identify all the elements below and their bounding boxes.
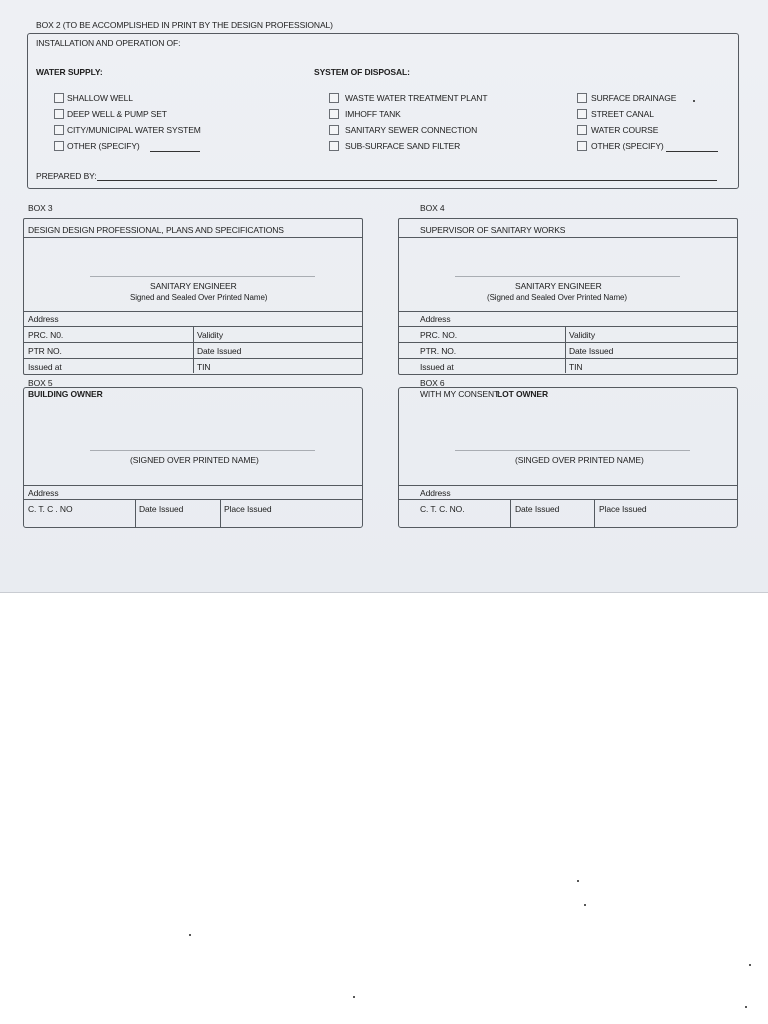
- deep-well-label: DEEP WELL & PUMP SET: [67, 109, 167, 119]
- box4-title: SUPERVISOR OF SANITARY WORKS: [420, 225, 566, 235]
- box6-col-divider-1: [510, 499, 511, 527]
- imhoff-label: IMHOFF TANK: [345, 109, 401, 119]
- box5-place-issued[interactable]: Place Issued: [224, 504, 272, 514]
- prepared-by-line[interactable]: [97, 180, 717, 181]
- water-course-checkbox[interactable]: [577, 125, 587, 135]
- ink-speck: [745, 1006, 747, 1008]
- box4-divider-1: [398, 311, 737, 312]
- ink-speck: [693, 100, 695, 102]
- box6-signature-line[interactable]: [455, 450, 690, 451]
- box3-issued-at[interactable]: Issued at: [28, 362, 62, 372]
- box3-note: Signed and Sealed Over Printed Name): [130, 293, 268, 302]
- sand-filter-label: SUB-SURFACE SAND FILTER: [345, 141, 461, 151]
- disposal-other-checkbox[interactable]: [577, 141, 587, 151]
- box3-validity[interactable]: Validity: [197, 330, 223, 340]
- ink-speck: [577, 880, 579, 882]
- box4-date-issued[interactable]: Date Issued: [569, 346, 614, 356]
- box6-title: LOT OWNER: [497, 389, 549, 399]
- city-water-checkbox[interactable]: [54, 125, 64, 135]
- sewer-label: SANITARY SEWER CONNECTION: [345, 125, 478, 135]
- wwtp-label: WASTE WATER TREATMENT PLANT: [345, 93, 488, 103]
- box6-ctc[interactable]: C. T. C. NO.: [420, 504, 465, 514]
- box2-subheader: INSTALLATION AND OPERATION OF:: [36, 38, 181, 48]
- box4-prc[interactable]: PRC. NO.: [420, 330, 457, 340]
- water-course-label: WATER COURSE: [591, 125, 659, 135]
- imhoff-checkbox[interactable]: [329, 109, 339, 119]
- box6-label: BOX 6: [420, 378, 445, 388]
- box5-signature-line[interactable]: [90, 450, 315, 451]
- box3-signature-line[interactable]: [90, 276, 315, 277]
- disposal-other-label: OTHER (SPECIFY): [591, 141, 664, 151]
- water-other-checkbox[interactable]: [54, 141, 64, 151]
- box6-sig: (SINGED OVER PRINTED NAME): [515, 455, 644, 465]
- ink-speck: [584, 904, 586, 906]
- box4-address[interactable]: Address: [420, 314, 451, 324]
- sewer-checkbox[interactable]: [329, 125, 339, 135]
- box3-divider-1: [23, 311, 362, 312]
- ink-speck: [189, 934, 191, 936]
- box3-label: BOX 3: [28, 203, 53, 213]
- box3-date-issued[interactable]: Date Issued: [197, 346, 242, 356]
- box3-ptr[interactable]: PTR NO.: [28, 346, 62, 356]
- box3-address[interactable]: Address: [28, 314, 59, 324]
- box6-divider-1: [398, 485, 737, 486]
- box3-title-divider: [23, 237, 362, 238]
- street-canal-label: STREET CANAL: [591, 109, 654, 119]
- box4-signature-line[interactable]: [455, 276, 680, 277]
- box5-address[interactable]: Address: [28, 488, 59, 498]
- box4-title-divider: [398, 237, 737, 238]
- ink-speck: [353, 996, 355, 998]
- box4-note: (Signed and Sealed Over Printed Name): [487, 293, 627, 302]
- box4-validity[interactable]: Validity: [569, 330, 595, 340]
- box3-col-divider: [193, 326, 194, 373]
- box5-title: BUILDING OWNER: [28, 389, 103, 399]
- deep-well-checkbox[interactable]: [54, 109, 64, 119]
- box5-col-divider-1: [135, 499, 136, 527]
- box5-sig: (SIGNED OVER PRINTED NAME): [130, 455, 259, 465]
- box5-divider-1: [23, 485, 362, 486]
- box3-prc[interactable]: PRC. N0.: [28, 330, 64, 340]
- surface-drainage-checkbox[interactable]: [577, 93, 587, 103]
- city-water-label: CITY/MUNICIPAL WATER SYSTEM: [67, 125, 201, 135]
- water-other-line[interactable]: [150, 151, 200, 152]
- box4-divider-3: [398, 342, 737, 343]
- water-supply-title: WATER SUPPLY:: [36, 67, 103, 77]
- box4-divider-4: [398, 358, 737, 359]
- box3-tin[interactable]: TIN: [197, 362, 211, 372]
- box5-label: BOX 5: [28, 378, 53, 388]
- box2-header: BOX 2 (TO BE ACCOMPLISHED IN PRINT BY THE DESIGN PROFESSIONAL): [36, 20, 333, 30]
- box5-col-divider-2: [220, 499, 221, 527]
- box3-title: DESIGN DESIGN PROFESSIONAL, PLANS AND SPECIFICATIONS: [28, 225, 284, 235]
- box5-ctc[interactable]: C. T. C . NO: [28, 504, 73, 514]
- box4-tin[interactable]: TIN: [569, 362, 583, 372]
- shallow-well-label: SHALLOW WELL: [67, 93, 133, 103]
- sand-filter-checkbox[interactable]: [329, 141, 339, 151]
- box4-ptr[interactable]: PTR. NO.: [420, 346, 457, 356]
- box6-place-issued[interactable]: Place Issued: [599, 504, 647, 514]
- box5-divider-2: [23, 499, 362, 500]
- shallow-well-checkbox[interactable]: [54, 93, 64, 103]
- box6-col-divider-2: [594, 499, 595, 527]
- wwtp-checkbox[interactable]: [329, 93, 339, 103]
- ink-speck: [749, 964, 751, 966]
- box6-consent: WITH MY CONSENT:: [420, 389, 501, 399]
- box4-role: SANITARY ENGINEER: [515, 281, 602, 291]
- box4-label: BOX 4: [420, 203, 445, 213]
- water-other-label: OTHER (SPECIFY): [67, 141, 140, 151]
- prepared-by-label: PREPARED BY:: [36, 171, 97, 181]
- box5-date-issued[interactable]: Date Issued: [139, 504, 184, 514]
- disposal-other-line[interactable]: [666, 151, 718, 152]
- box4-issued-at[interactable]: Issued at: [420, 362, 454, 372]
- box6-divider-2: [398, 499, 737, 500]
- surface-drainage-label: SURFACE DRAINAGE: [591, 93, 677, 103]
- street-canal-checkbox[interactable]: [577, 109, 587, 119]
- box6-date-issued[interactable]: Date Issued: [515, 504, 560, 514]
- box4-col-divider: [565, 326, 566, 373]
- box6-address[interactable]: Address: [420, 488, 451, 498]
- box4-divider-2: [398, 326, 737, 327]
- disposal-title: SYSTEM OF DISPOSAL:: [314, 67, 410, 77]
- box3-role: SANITARY ENGINEER: [150, 281, 237, 291]
